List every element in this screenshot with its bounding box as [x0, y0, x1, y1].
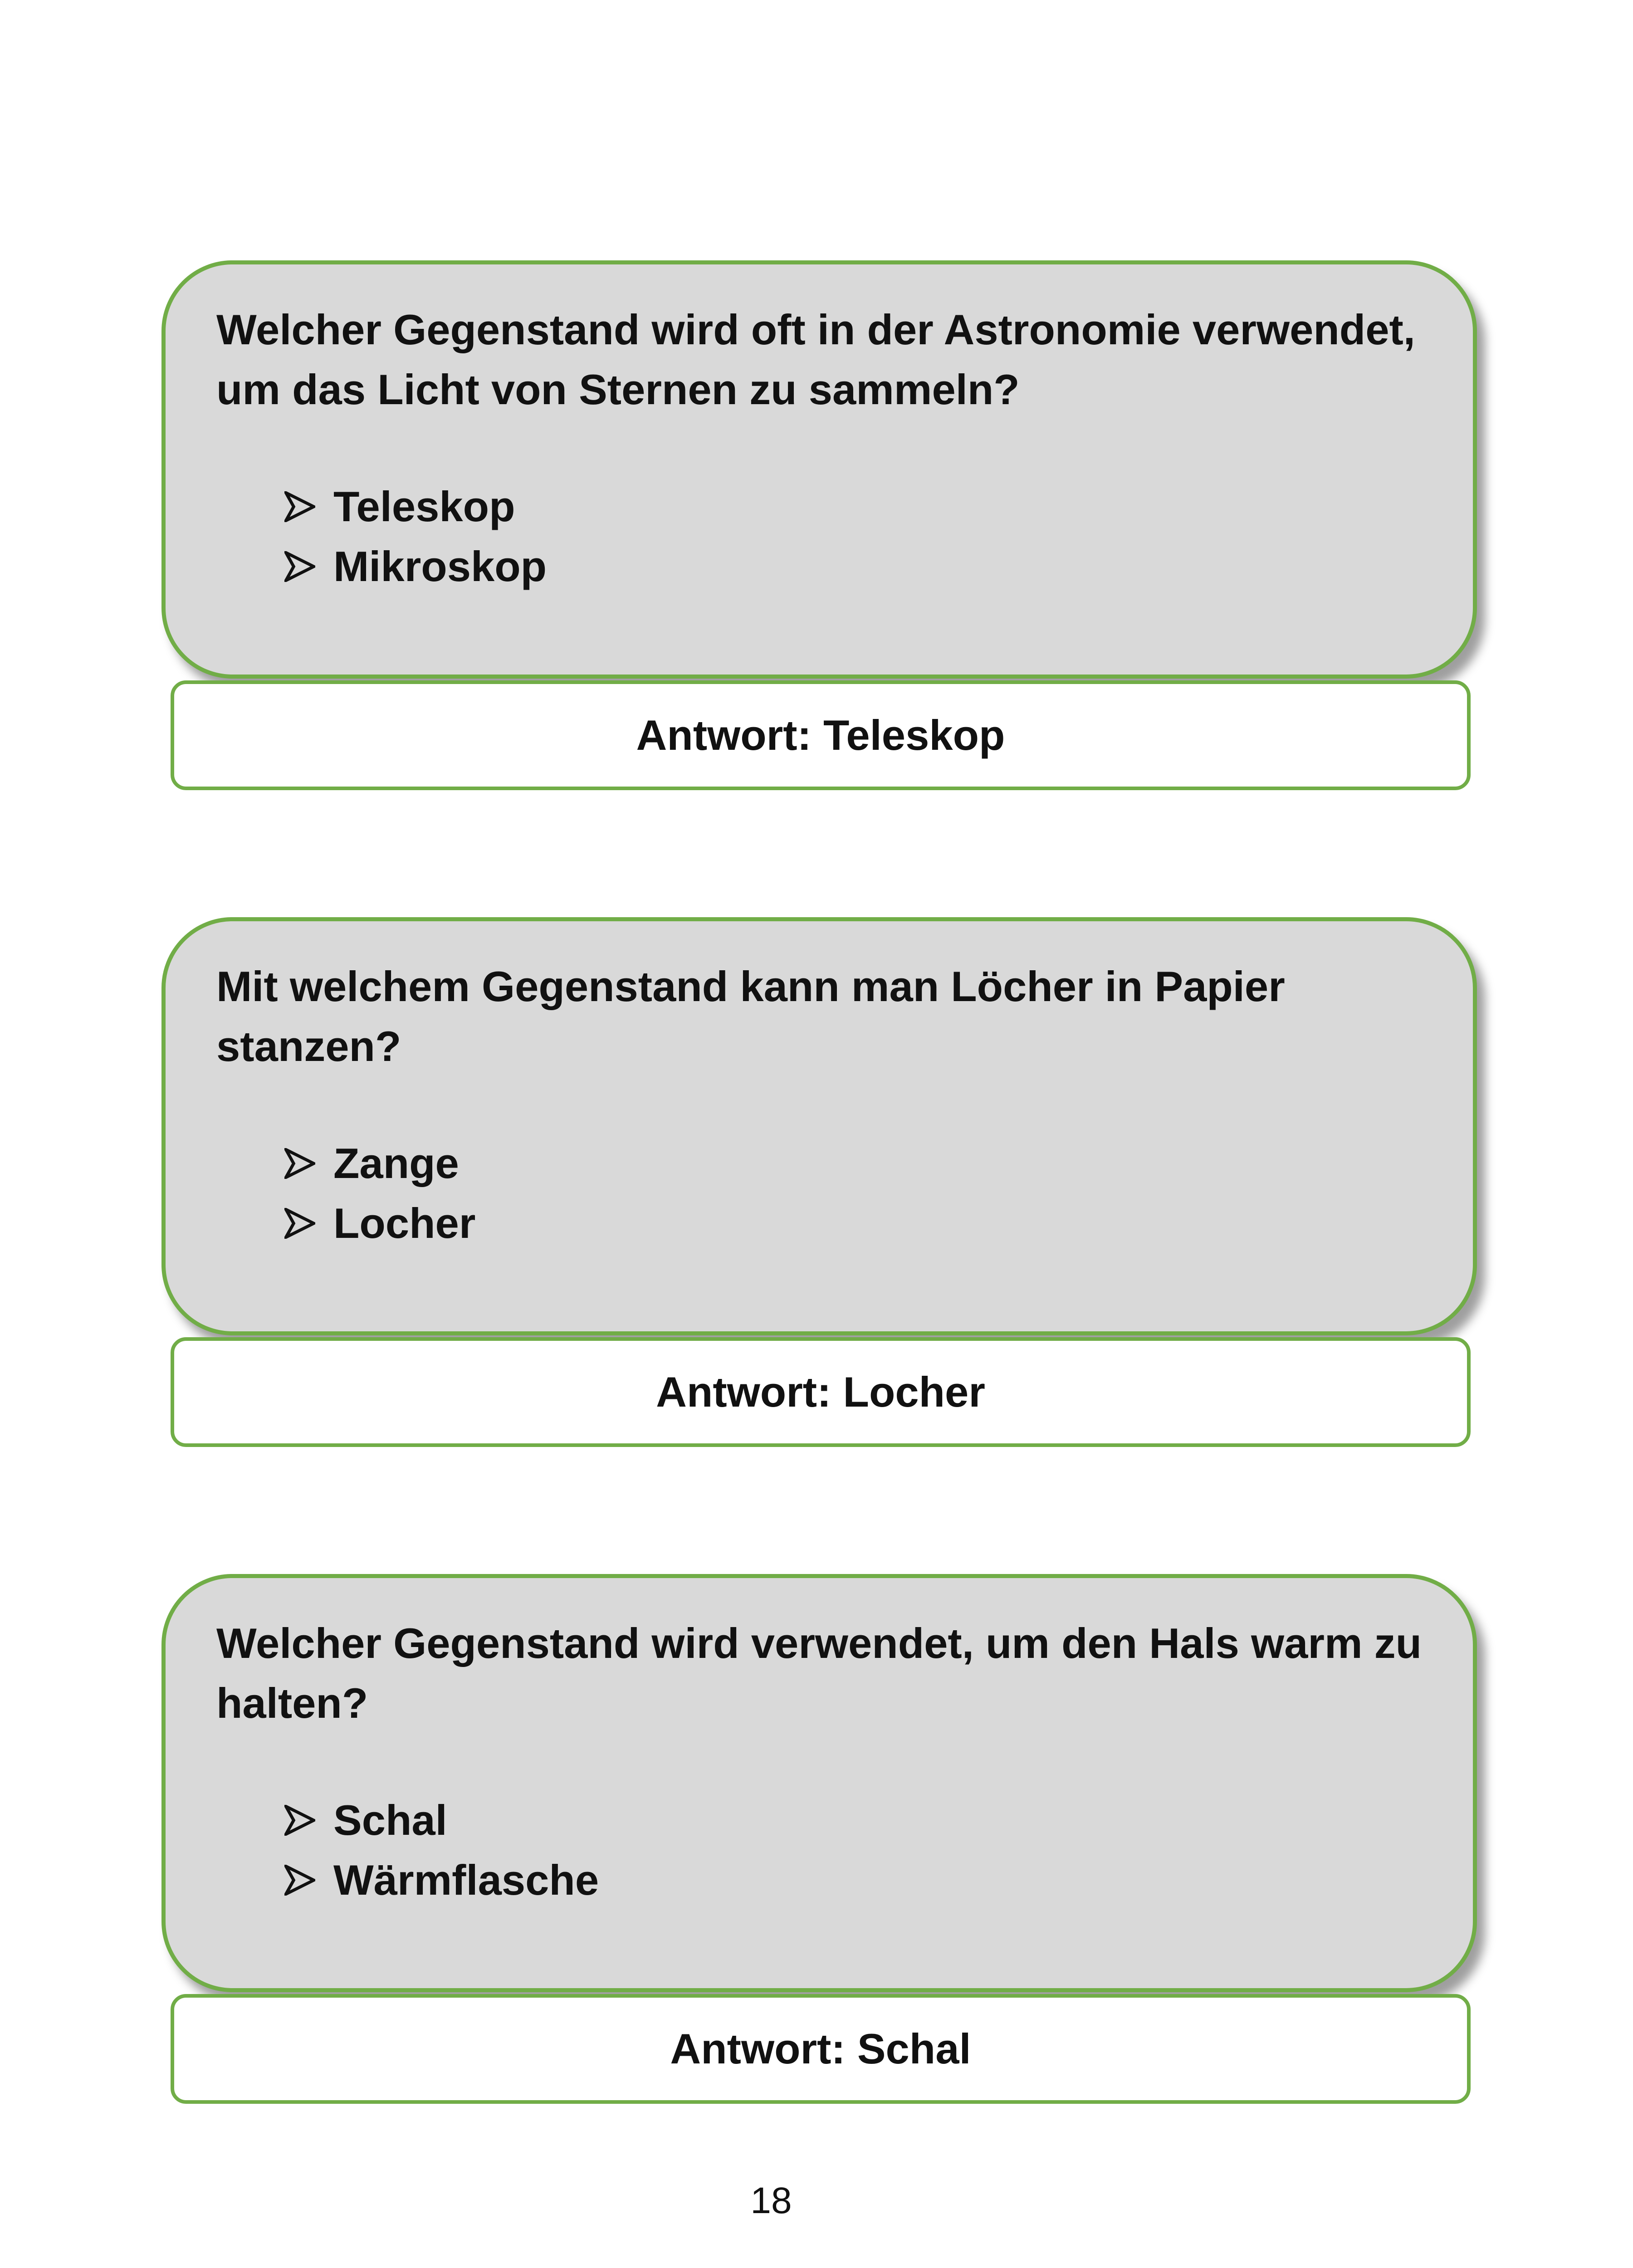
option-item: [284, 1134, 475, 1193]
question-text: Welcher Gegenstand wird verwendet, um den Hals warm zu halten?: [216, 1619, 1422, 1727]
question-box: [161, 917, 1477, 1335]
answer-box: Antwort: Teleskop: [171, 680, 1471, 790]
option-label: Teleskop: [333, 483, 515, 530]
arrow-bullet-icon: [284, 1208, 315, 1239]
options-list: [284, 1134, 475, 1253]
arrow-bullet-icon: [284, 551, 315, 582]
question-text: Welcher Gegenstand wird oft in der Astronomie verwendet, um das Licht von Sternen zu sammeln?: [216, 306, 1415, 413]
option-label: Mikroskop: [333, 543, 547, 590]
page-number: 18: [750, 2180, 792, 2221]
option-label: Schal: [333, 1796, 447, 1844]
question-box: [161, 260, 1477, 679]
option-item: [284, 1790, 599, 1850]
arrow-bullet-icon: [284, 1148, 315, 1179]
answer-box: Antwort: Schal: [171, 1994, 1471, 2104]
arrow-bullet-icon: [284, 1865, 315, 1896]
option-label: Wärmflasche: [333, 1856, 599, 1904]
option-item: [284, 1193, 475, 1253]
arrow-bullet-icon: [284, 1805, 315, 1836]
option-item: [284, 1850, 599, 1910]
question-box: [161, 1574, 1477, 1992]
option-label: Zange: [333, 1139, 459, 1187]
arrow-bullet-icon: [284, 491, 315, 522]
option-item: [284, 537, 547, 596]
answer-box: Antwort: Locher: [171, 1337, 1471, 1447]
options-list: [284, 1790, 599, 1910]
options-list: [284, 477, 547, 596]
question-text: Mit welchem Gegenstand kann man Löcher in Papier stanzen?: [216, 963, 1285, 1070]
option-label: Locher: [333, 1199, 476, 1247]
option-item: [284, 477, 547, 537]
